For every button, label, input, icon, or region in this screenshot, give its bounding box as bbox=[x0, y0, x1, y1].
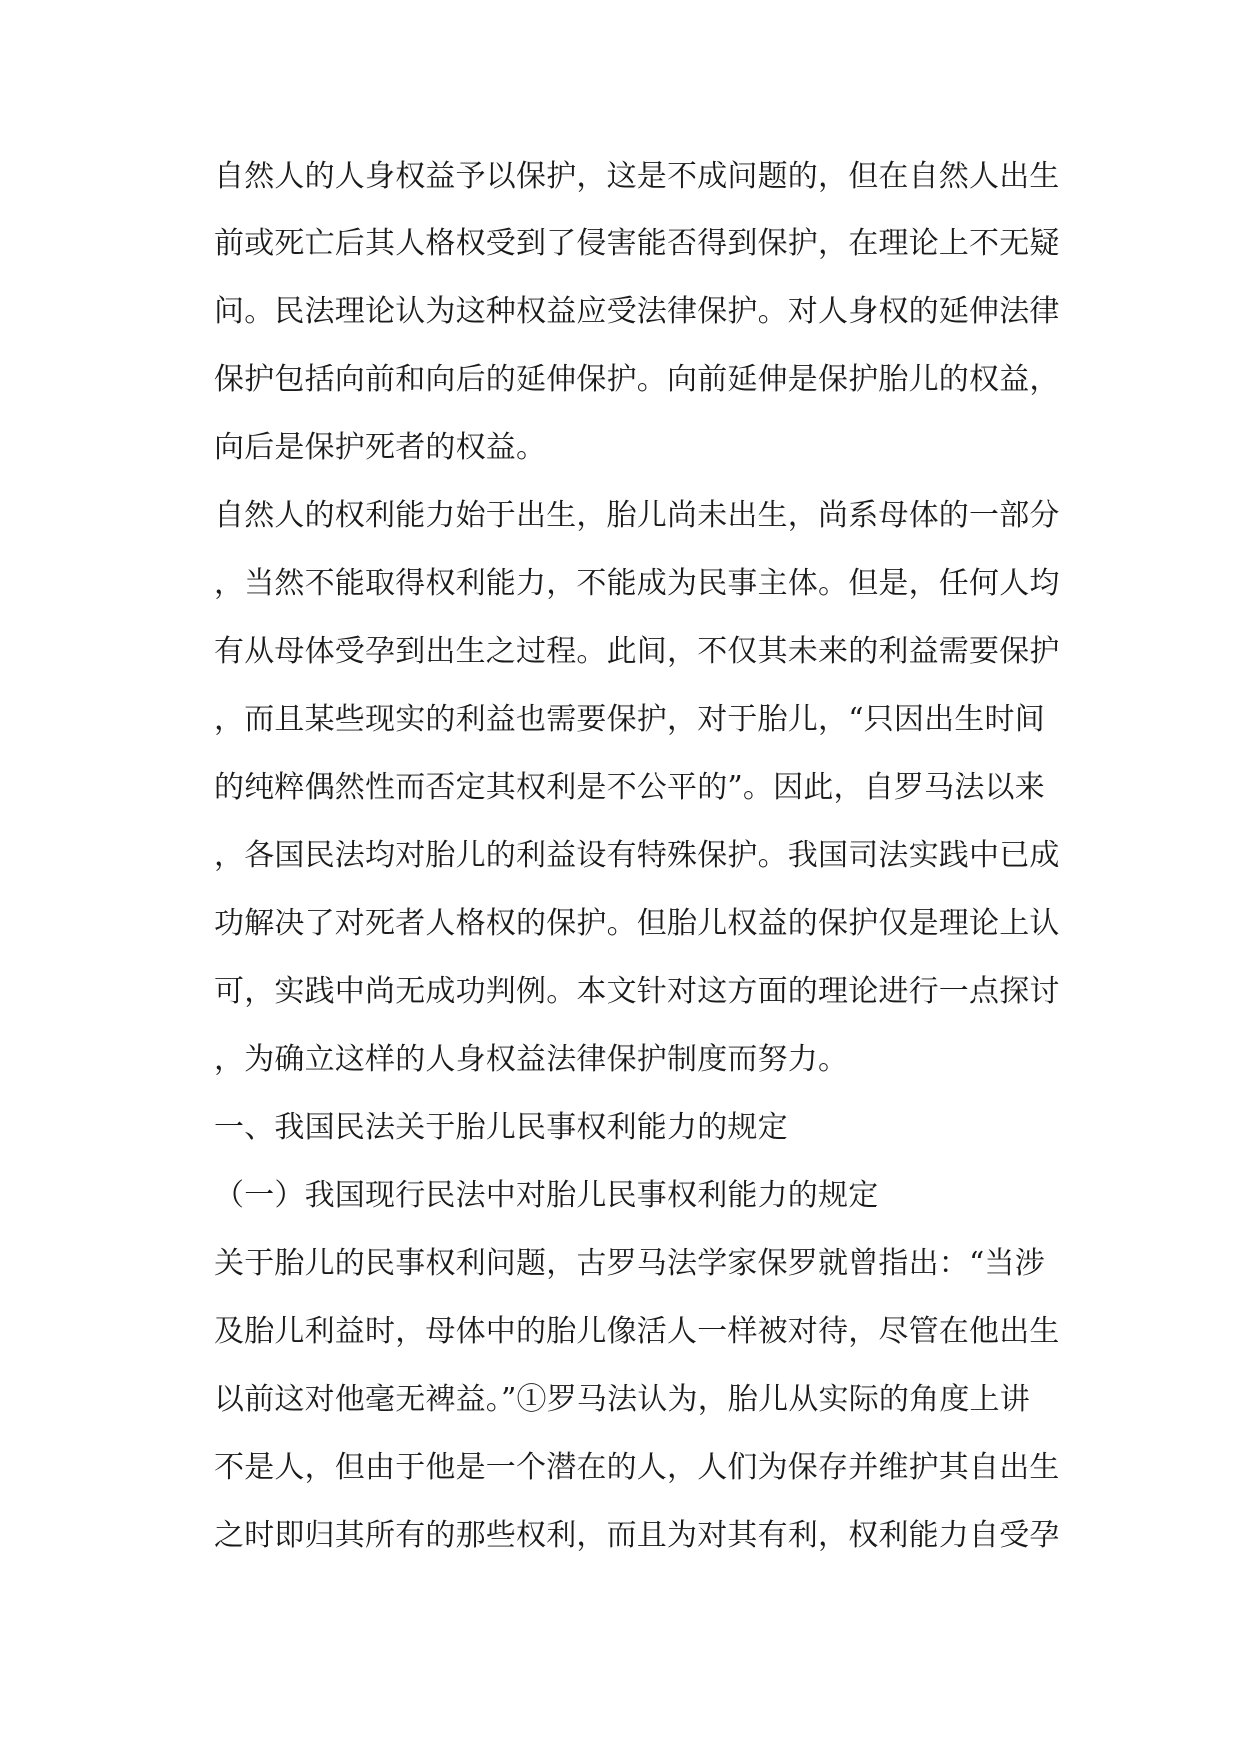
text-line: 之时即归其所有的那些权利，而且为对其有利，权利能力自受孕 bbox=[214, 1518, 1060, 1553]
text-line: 保护包括向前和向后的延伸保护。向前延伸是保护胎儿的权益， bbox=[214, 362, 1060, 397]
text-line: 以前这对他毫无裨益。”①罗马法认为，胎儿从实际的角度上讲 bbox=[214, 1382, 1030, 1417]
text-line: 不是人，但由于他是一个潜在的人，人们为保存并维护其自出生 bbox=[214, 1450, 1060, 1485]
text-line: 向后是保护死者的权益。 bbox=[214, 430, 547, 465]
section-heading: 一、我国民法关于胎儿民事权利能力的规定 bbox=[214, 1110, 788, 1145]
text-line: ，而且某些现实的利益也需要保护，对于胎儿，“只因出生时间 bbox=[214, 702, 1045, 737]
text-line: 自然人的权利能力始于出生，胎儿尚未出生，尚系母体的一部分 bbox=[214, 498, 1060, 533]
text-line: ，各国民法均对胎儿的利益设有特殊保护。我国司法实践中已成 bbox=[214, 838, 1060, 873]
text-line: 问。民法理论认为这种权益应受法律保护。对人身权的延伸法律 bbox=[214, 294, 1060, 329]
text-line: 功解决了对死者人格权的保护。但胎儿权益的保护仅是理论上认 bbox=[214, 906, 1060, 941]
text-line: 可，实践中尚无成功判例。本文针对这方面的理论进行一点探讨 bbox=[214, 974, 1060, 1009]
text-line: 的纯粹偶然性而否定其权利是不公平的”。因此，自罗马法以来 bbox=[214, 770, 1045, 805]
text-line: ，为确立这样的人身权益法律保护制度而努力。 bbox=[214, 1042, 849, 1077]
text-line: 及胎儿利益时，母体中的胎儿像活人一样被对待，尽管在他出生 bbox=[214, 1314, 1060, 1349]
text-line: 关于胎儿的民事权利问题，古罗马法学家保罗就曾指出：“当涉 bbox=[214, 1246, 1045, 1281]
text-line: ，当然不能取得权利能力，不能成为民事主体。但是，任何人均 bbox=[214, 566, 1060, 601]
text-line: 自然人的人身权益予以保护，这是不成问题的，但在自然人出生 bbox=[214, 159, 1060, 194]
text-line: 有从母体受孕到出生之过程。此间，不仅其未来的利益需要保护 bbox=[214, 634, 1060, 669]
subsection-heading: （一）我国现行民法中对胎儿民事权利能力的规定 bbox=[214, 1178, 879, 1213]
text-line: 前或死亡后其人格权受到了侵害能否得到保护，在理论上不无疑 bbox=[214, 226, 1060, 261]
